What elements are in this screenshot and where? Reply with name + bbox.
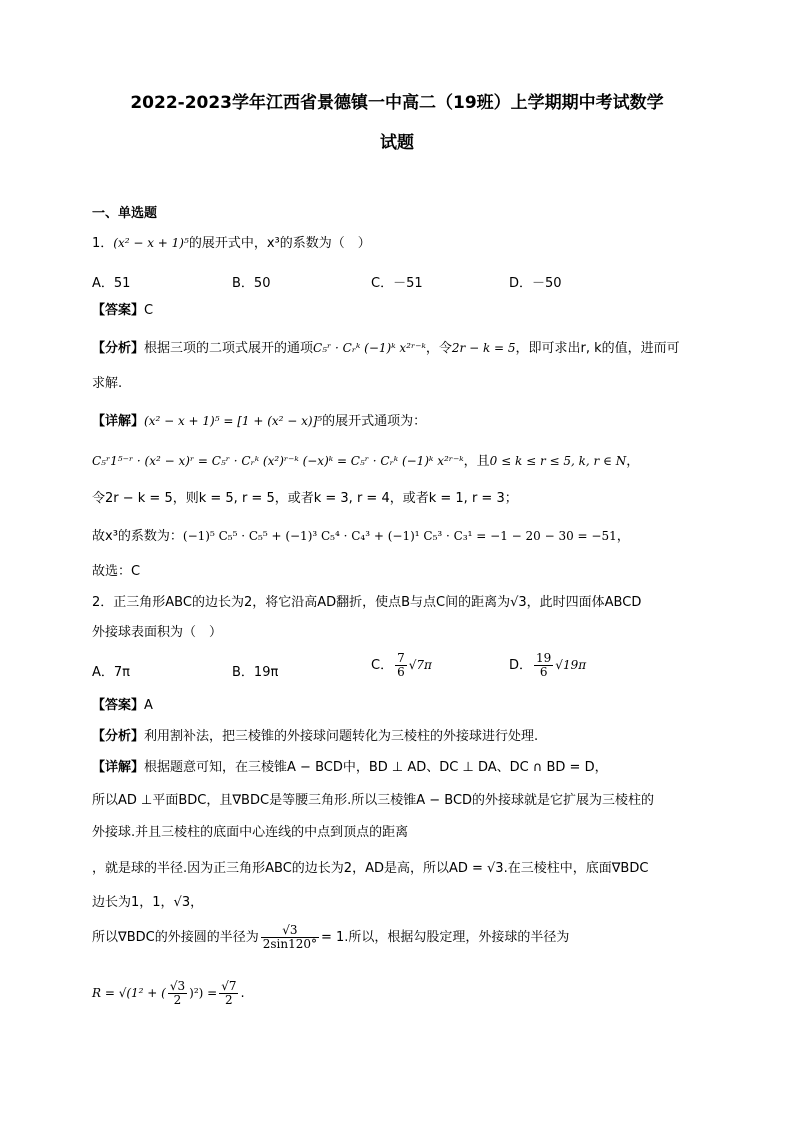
q2-detail-1 [92, 759, 608, 777]
q2-option-d [509, 652, 586, 679]
q1-answer [92, 302, 153, 320]
q2-detail-7-math2: )²) = [189, 986, 218, 1000]
q2-option-d-numerator: 19 [536, 651, 552, 665]
q2-answer [92, 697, 153, 715]
q2-detail-6 [92, 924, 569, 951]
q2-stem-text1: 正三角形ABC的边长为2，将它沿高AD翻折，使点B与点C间的距离为√3，此时四面体ABCD [113, 595, 642, 610]
q2-option-d-label: D． [509, 658, 533, 673]
q1-analysis-math2: 2r − k = 5 [451, 341, 516, 355]
document-title-line1: 2022-2023学年江西省景德镇一中高二（19班）上学期期中考试数学 [130, 93, 664, 113]
q1-detail-2-text: ，且 [463, 454, 490, 469]
q1-detail-4 [92, 527, 630, 546]
q1-detail-1-text: 的展开式通项为： [322, 414, 427, 429]
q2-detail-7-denominator2: 2 [225, 993, 233, 1007]
q1-stem [92, 234, 371, 253]
q1-detail-2-end: ， [626, 454, 640, 469]
q1-analysis-tag: 【分析】 [92, 341, 145, 356]
q1-detail-tag: 【详解】 [92, 414, 145, 429]
q2-detail-3: 外接球.并且三棱柱的底面中心连线的中点到顶点的距离 [92, 825, 409, 840]
q2-option-c-denominator: 6 [397, 665, 405, 679]
q2-answer-value: A [144, 698, 153, 713]
q1-choose: 故选：C [92, 564, 141, 579]
q2-number: 2． [92, 595, 114, 610]
q1-option-b: B．50 [232, 276, 271, 291]
document-title-line2: 试题 [380, 133, 414, 153]
q2-detail-tag: 【详解】 [92, 760, 145, 775]
q1-stem-text: 的展开式中，x³的系数为（ ） [188, 236, 371, 251]
q1-detail-4-math: (−1)⁵ C₅⁵ · C₅⁵ + (−1)³ C₅⁴ · C₄³ + (−1)¹ C₅³ · C₃¹ = −1 − 20 − 30 = −51 [182, 529, 617, 543]
q1-analysis-text2: ，令 [425, 341, 452, 356]
q2-option-c-numerator: 7 [397, 651, 405, 665]
q1-analysis-text1: 根据三项的二项式展开的通项 [144, 341, 314, 356]
q1-analysis-math: C₅ʳ · Cᵣᵏ (−1)ᵏ x²ʳ⁻ᵏ [313, 341, 426, 355]
q2-detail-7-denominator1: 2 [173, 993, 182, 1007]
q2-detail-7-math: R = √(1² + ( [92, 986, 166, 1000]
q1-analysis-line2: 求解. [92, 376, 123, 391]
q2-detail-7-end: . [240, 986, 245, 1001]
q1-detail-3: 令2r − k = 5，则k = 5, r = 5，或者k = 3, r = 4，或者k = 1, r = 3； [92, 491, 518, 506]
q2-detail-4: ，就是球的半径.因为正三角形ABC的边长为2，AD是高，所以AD = √3.在三棱柱中，底面∇BDC [92, 861, 649, 876]
q2-detail-7-numerator1: √3 [169, 979, 186, 993]
q2-stem-2: 外接球表面积为（ ） [92, 625, 223, 640]
section-heading: 一、单选题 [92, 206, 158, 221]
q1-number: 1． [92, 236, 114, 251]
q2-detail-6-numerator: √3 [261, 924, 319, 938]
q2-detail-6-text: 所以∇BDC的外接圆的半径为 [92, 930, 259, 945]
q2-option-d-denominator: 6 [539, 665, 548, 679]
q2-option-c-tail: √7π [408, 658, 432, 672]
q1-analysis [92, 339, 680, 358]
q1-detail-1 [92, 412, 426, 431]
q2-detail-7 [92, 980, 245, 1007]
q1-analysis-text3: ，即可求出r, k的值，进而可 [515, 341, 680, 356]
q1-detail-1-math: (x² − x + 1)⁵ = [1 + (x² − x)]⁵ [144, 414, 323, 428]
q2-option-d-tail: √19π [555, 658, 587, 672]
q2-option-c [371, 652, 432, 679]
q2-detail-6-denominator: 2sin120° [262, 937, 317, 951]
q2-detail-6-text2: = 1.所以，根据勾股定理，外接球的半径为 [320, 930, 570, 945]
q1-answer-value: C [144, 303, 154, 318]
q1-option-c: C．－51 [371, 276, 423, 291]
q1-answer-tag: 【答案】 [92, 303, 145, 318]
q2-option-d-fraction [534, 652, 553, 679]
q2-analysis-text: 利用割补法，把三棱锥的外接球问题转化为三棱柱的外接球进行处理. [144, 729, 539, 744]
q1-detail-4-text: 故x³的系数为： [92, 529, 183, 544]
q1-detail-2 [92, 452, 639, 471]
q1-stem-math: (x² − x + 1)⁵ [113, 236, 189, 250]
q2-detail-5: 边长为1，1，√3， [92, 895, 204, 910]
q2-detail-6-fraction [261, 924, 319, 951]
q1-option-a: A．51 [92, 276, 131, 291]
q2-option-b: B．19π [232, 665, 279, 680]
q2-option-c-fraction [395, 652, 407, 679]
q2-detail-7-fraction1 [168, 980, 187, 1007]
q2-analysis [92, 728, 538, 746]
q1-option-d: D．－50 [509, 276, 562, 291]
q2-detail-2: 所以AD ⊥平面BDC，且∇BDC是等腰三角形.所以三棱锥A − BCD的外接球就是它扩展为三棱柱的 [92, 793, 655, 808]
q2-answer-tag: 【答案】 [92, 698, 145, 713]
q1-detail-2-math2: 0 ≤ k ≤ r ≤ 5, k, r ∈ N [489, 454, 627, 468]
q2-detail-7-fraction2 [219, 980, 238, 1007]
q2-stem-1 [92, 594, 641, 612]
q1-detail-4-end: ， [616, 529, 630, 544]
q2-option-a: A．7π [92, 665, 130, 680]
q2-detail-7-numerator2: √7 [221, 979, 237, 993]
q2-analysis-tag: 【分析】 [92, 729, 145, 744]
q2-detail-1-text: 根据题意可知，在三棱锥A − BCD中，BD ⊥ AD、DC ⊥ DA、DC ∩ BD = D， [144, 760, 608, 775]
q1-detail-2-math: C₅ʳ1⁵⁻ʳ · (x² − x)ʳ = C₅ʳ · Cᵣᵏ (x²)ʳ⁻ᵏ (−x)ᵏ = C₅ʳ · Cᵣᵏ (−1)ᵏ x²ʳ⁻ᵏ [92, 454, 464, 468]
q2-option-c-label: C． [371, 658, 394, 673]
